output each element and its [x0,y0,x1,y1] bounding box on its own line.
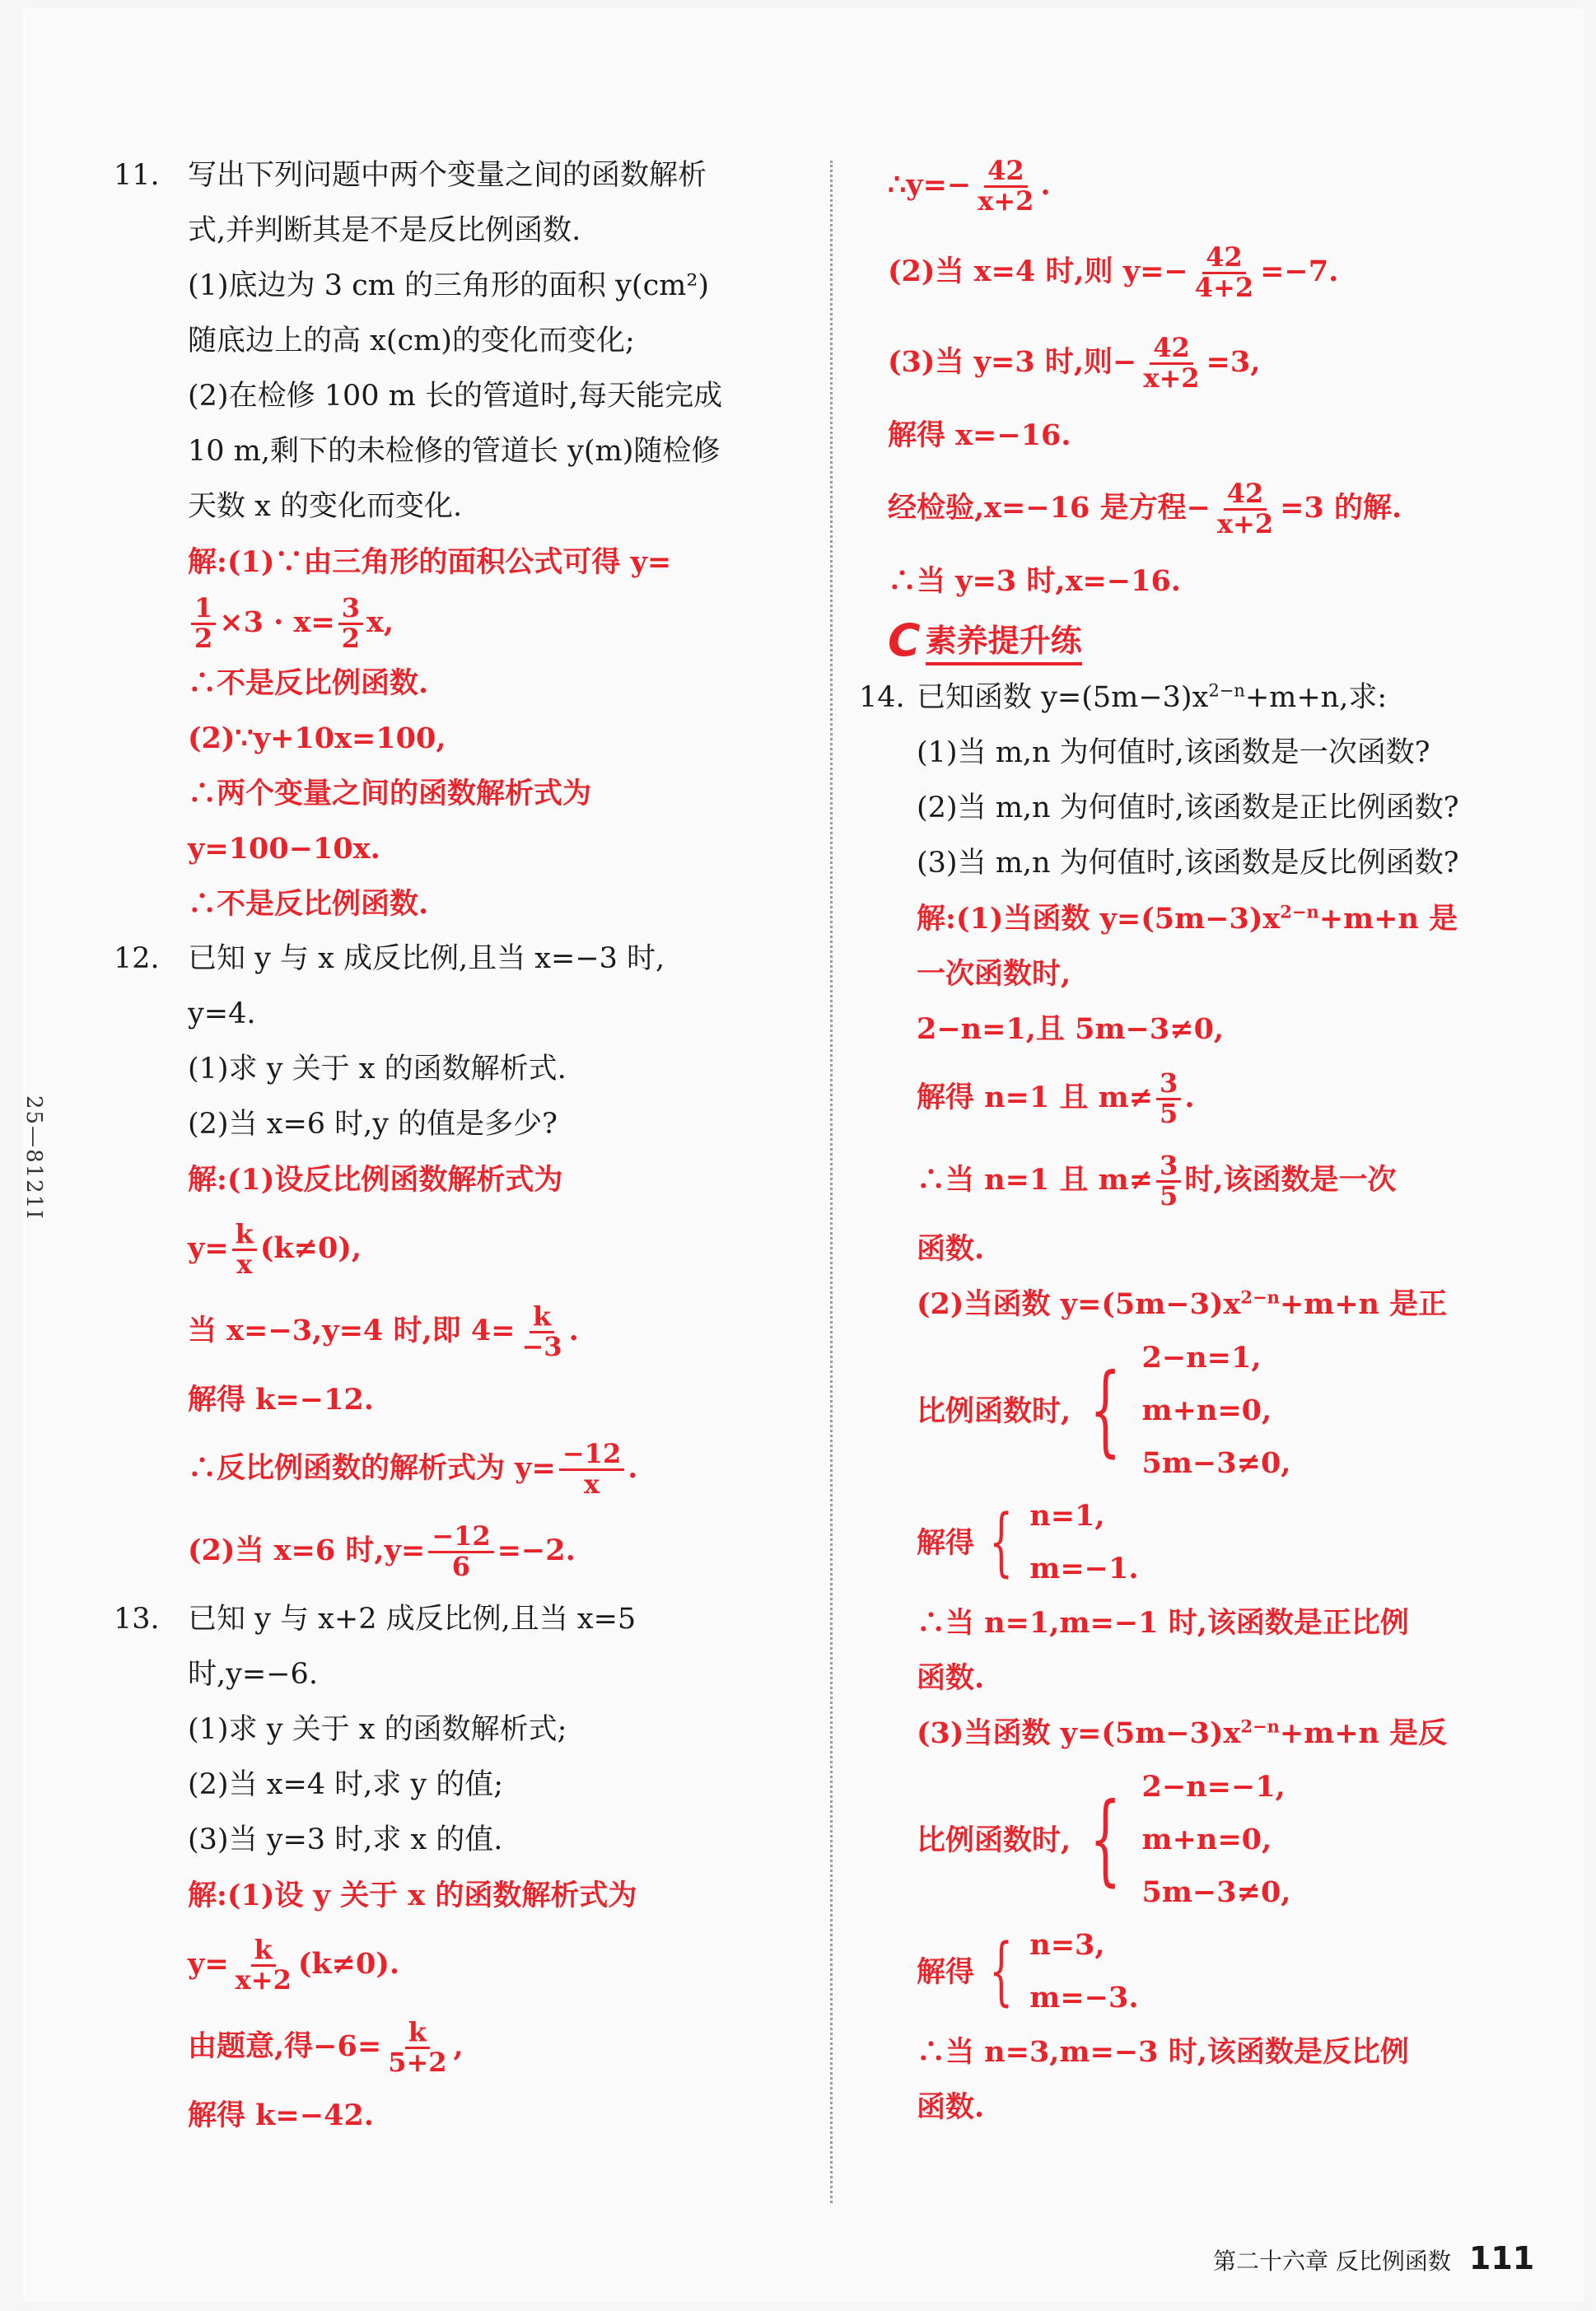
answer-line [114,1290,814,1372]
question-text: 已知 y 与 x 成反比例,且当 x=−3 时, [188,942,665,975]
fraction [428,1520,493,1582]
question-number: 11. [114,159,160,192]
answer-line [114,2005,814,2088]
fraction [974,157,1037,215]
fraction [338,592,363,654]
system-lines [1142,1332,1291,1490]
answer-text: . [1040,168,1051,202]
numerator: 42 [1150,334,1193,365]
left-column [114,148,814,2143]
page-footer [1213,2240,1534,2276]
answer-text: ×3 · x= [219,605,335,639]
question-text: 时,y=−6. [188,1658,318,1691]
answer-text: y= [188,1947,229,1981]
answer-text: x, [366,605,394,639]
system-line: 2−n=−1, [1141,1770,1286,1804]
answer-text: ∴不是反比例函数. [188,666,429,700]
question-number: 14. [859,681,905,714]
numerator: 3 [1156,1070,1181,1100]
right-column [859,144,1538,2135]
answer-text: (3)当函数 y=(5m−3)x [917,1716,1241,1750]
question-text: (1)求 y 关于 x 的函数解析式. [188,1053,567,1085]
answer-text: 解得 x=−16. [888,418,1071,452]
question-14 [859,670,1538,2135]
fraction [385,2016,450,2078]
answer-text: 解得 n=1 且 m≠ [917,1081,1154,1114]
answer-label: 解: [917,902,956,936]
answer-text: =−7. [1260,254,1339,288]
exponent: 2−n [1208,680,1245,701]
answer-text: ∴当 n=1 且 m≠ [917,1163,1154,1197]
fraction [519,1300,566,1362]
answer-line [114,1427,814,1510]
denominator: 5 [1160,1180,1178,1212]
question-12 [114,931,814,1592]
answer-text: y=100−10x. [188,832,380,866]
equation-system [917,1761,1538,1919]
brace-icon: { [989,1928,1013,2015]
question-text: (2)在检修 100 m 长的管道时,每天能完成 [188,380,723,413]
answer-text: ∴反比例函数的解析式为 y= [188,1451,556,1485]
system-line: m+n=0, [1141,1394,1272,1427]
denominator: 2 [341,623,360,654]
answer-line [888,144,1538,226]
question-text: 随底边上的高 x(cm)的变化而变化; [188,324,635,357]
side-code: 25—8121I [21,1095,46,1221]
question-text: 天数 x 的变化而变化. [188,490,463,523]
denominator: 2 [194,623,213,654]
question-text: (3)当 m,n 为何值时,该函数是反比例函数? [917,847,1459,880]
answer-line [917,891,1538,946]
numerator: k [232,1221,257,1251]
answer-text: 函数. [917,1661,985,1695]
answer-text: . [568,1314,579,1347]
answer-line [888,226,1538,317]
fraction [1156,1067,1181,1129]
answer-text: (1)当函数 y=(5m−3)x [955,902,1281,936]
section-heading [888,615,1538,665]
fraction [559,1440,624,1498]
answer-line [888,317,1538,408]
answer-line [114,535,814,590]
brace-icon: { [989,1499,1013,1585]
section-c-icon: C [888,614,921,666]
fraction [232,1936,295,1994]
brace-icon: { [1090,1782,1122,1897]
question-text: 写出下列问题中两个变量之间的函数解析 [188,159,707,192]
answer-text: . [1184,1081,1195,1114]
answer-text: ∴当 n=3,m=−3 时,该函数是反比例 [917,2035,1409,2069]
equation-system [917,1919,1538,2024]
answer-text: ∴当 n=1,m=−1 时,该函数是正比例 [917,1606,1409,1640]
denominator: 5+2 [388,2047,447,2078]
answer-text: =3 的解. [1280,491,1402,525]
question-text: (2)当 x=4 时,求 y 的值; [188,1768,504,1801]
answer-text: 比例函数时, [917,1394,1071,1428]
question-13 [114,1592,814,2143]
column-divider [830,161,833,2203]
answer-text: y= [188,1231,229,1265]
answer-text: ∴两个变量之间的函数解析式为 [188,777,592,810]
numerator: k [530,1303,554,1333]
answer-text: (k≠0), [259,1231,362,1265]
question-text: 式,并判断其是不是反比例函数. [188,214,581,247]
answer-text: +m+n 是 [1318,902,1458,936]
answer-text: +m+n 是正 [1279,1287,1448,1321]
answer-text: 时,该函数是一次 [1184,1163,1397,1197]
answer-text: 比例函数时, [917,1823,1071,1857]
denominator: 5 [1160,1098,1178,1129]
answer-line [114,1207,814,1290]
answer-line [114,590,814,656]
question-text: (2)当 x=6 时,y 的值是多少? [188,1108,558,1141]
answer-text: 当 x=−3,y=4 时,即 4= [188,1314,516,1347]
question-text: (3)当 y=3 时,求 x 的值. [188,1823,503,1856]
numerator: 42 [984,157,1028,188]
question-11 [114,148,814,931]
answer-text: 2−n=1,且 5m−3≠0, [917,1012,1225,1046]
answer-text: (2)∵y+10x=100, [188,721,446,755]
question-text: 已知函数 y=(5m−3)x [917,681,1209,714]
chapter-title: 第二十六章 反比例函数 [1213,2248,1451,2275]
system-lines [1029,1919,1138,2024]
system-line: 2−n=1, [1141,1341,1262,1375]
answer-text: 解得 k=−42. [188,2099,374,2132]
denominator: −3 [521,1331,562,1362]
system-line: m=−3. [1029,1981,1139,2015]
denominator: x+2 [978,185,1034,217]
answer-text: 一次函数时, [917,957,1071,991]
fraction [1214,480,1276,538]
answer-label: 解: [188,1879,227,1912]
question-text: 已知 y 与 x+2 成反比例,且当 x=5 [188,1603,637,1636]
system-line: n=3, [1029,1928,1105,1962]
answer-label: 解: [188,545,227,579]
answer-line [888,463,1538,553]
page [23,8,1584,2302]
answer-text: (k≠0). [297,1947,400,1981]
exponent: 2−n [1280,901,1319,922]
denominator: x+2 [235,1964,292,1996]
numerator: 1 [191,595,216,625]
answer-line [917,1139,1538,1221]
numerator: k [405,2019,430,2049]
question-text: 10 m,剩下的未检修的管道长 y(m)随检修 [188,435,721,468]
answer-text: 函数. [917,2090,985,2124]
fraction [232,1218,257,1280]
fraction [1140,334,1202,392]
page-number: 111 [1468,2240,1535,2276]
answer-text: . [628,1451,638,1485]
answer-text: (1)设反比例函数解析式为 [226,1163,563,1197]
denominator: 6 [451,1551,471,1582]
system-line: 5m−3≠0, [1141,1446,1291,1480]
brace-icon: { [1090,1353,1122,1468]
answer-text: , [453,2029,464,2063]
system-lines [1142,1761,1291,1919]
answer-text: (2)当函数 y=(5m−3)x [917,1287,1241,1321]
question-text: (1)求 y 关于 x 的函数解析式; [188,1713,567,1746]
answer-text: ∴不是反比例函数. [188,887,429,921]
question-text: (2)当 m,n 为何值时,该函数是正比例函数? [917,791,1459,824]
numerator: −12 [559,1440,624,1471]
answer-text: ∴y=− [888,168,972,202]
fraction [1192,241,1257,303]
answer-text: (2)当 x=4 时,则 y=− [888,254,1188,288]
numerator: −12 [428,1523,493,1553]
denominator: x+2 [1216,508,1274,539]
numerator: 42 [1202,244,1246,274]
answer-text: 由题意,得−6= [188,2029,382,2063]
numerator: 3 [338,595,363,625]
answer-text: =−2. [497,1534,576,1567]
answer-line [917,1277,1538,1332]
answer-text: ∴当 y=3 时,x=−16. [888,564,1181,598]
question-number: 12. [114,942,160,975]
equation-system [917,1332,1538,1490]
denominator: 4+2 [1194,272,1254,303]
fraction [1156,1152,1181,1210]
question-text: +m+n,求: [1244,681,1388,714]
answer-text: 函数. [917,1232,985,1266]
system-line: n=1, [1029,1499,1105,1533]
numerator: k [251,1936,276,1967]
answer-text: 经检验,x=−16 是方程− [888,491,1211,525]
system-lines [1029,1490,1138,1595]
answer-line [917,1706,1538,1761]
answer-line [114,1510,814,1592]
denominator: x [236,1249,253,1280]
fraction [191,592,216,654]
answer-text: =3, [1206,345,1261,379]
system-line: m+n=0, [1141,1823,1272,1856]
answer-text: 解得 k=−12. [188,1383,374,1417]
denominator: x [583,1468,600,1500]
answer-line [114,1923,814,2005]
equation-system [917,1490,1538,1595]
numerator: 42 [1224,480,1267,511]
answer-text: (3)当 y=3 时,则− [888,345,1137,379]
answer-text: (2)当 x=6 时,y= [188,1534,426,1567]
answer-line [917,1057,1538,1139]
system-line: 5m−3≠0, [1141,1875,1291,1909]
question-text: (1)底边为 3 cm 的三角形的面积 y(cm²) [188,269,710,302]
answer-text: (1)设 y 关于 x 的函数解析式为 [226,1879,637,1912]
system-line: m=−1. [1029,1552,1139,1585]
answer-block [859,891,1538,2135]
answer-text: 解得 [917,1954,975,1989]
section-title: 素养提升练 [926,615,1082,665]
question-number: 13. [114,1603,160,1636]
numerator: 3 [1156,1152,1181,1183]
answer-text: +m+n 是反 [1279,1716,1448,1750]
denominator: x+2 [1143,362,1200,394]
answer-line [114,1152,814,1207]
answer-text: (1)∵由三角形的面积公式可得 y= [226,545,672,579]
exponent: 2−n [1240,1286,1280,1308]
question-text: y=4. [188,997,256,1030]
question-text: (1)当 m,n 为何值时,该函数是一次函数? [917,736,1430,769]
exponent: 2−n [1240,1716,1280,1737]
answer-label: 解: [188,1163,227,1197]
answer-line [114,1868,814,1923]
answer-text: 解得 [917,1525,975,1560]
